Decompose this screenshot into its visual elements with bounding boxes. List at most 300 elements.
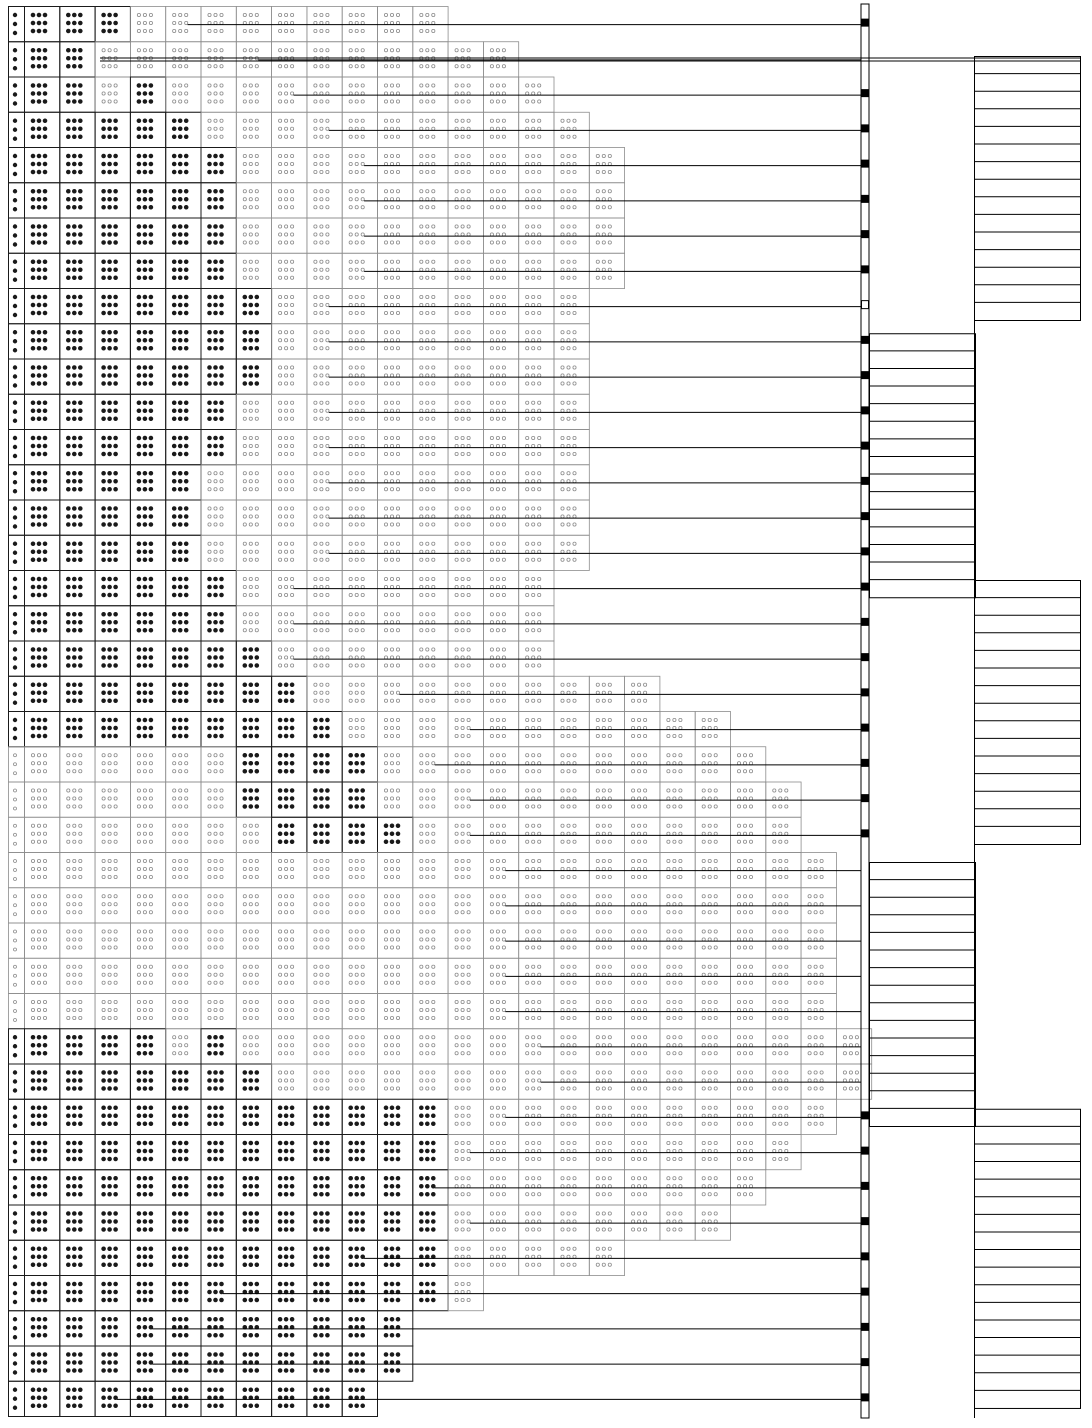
dot [78, 119, 82, 123]
dot [78, 311, 82, 315]
dot [72, 374, 76, 378]
dot [278, 761, 282, 765]
six-dot-grid-icon [561, 295, 576, 314]
dot [291, 268, 294, 271]
dot [355, 761, 359, 765]
dot [502, 613, 505, 616]
dark-cell [25, 712, 60, 747]
dot [137, 276, 141, 280]
six-dot-grid-icon [31, 330, 47, 350]
six-dot-grid-icon [561, 366, 576, 385]
dot [149, 805, 152, 808]
dot [355, 718, 358, 721]
dot [208, 92, 211, 95]
cell-border [236, 183, 271, 218]
dot [361, 409, 364, 412]
six-dot-grid-icon [243, 613, 258, 632]
dot [314, 170, 317, 173]
dot [349, 92, 352, 95]
dot [496, 699, 499, 702]
six-dot-grid-icon [102, 401, 118, 421]
small-dot-icon [13, 480, 17, 484]
dot [361, 127, 364, 130]
dot [108, 417, 112, 421]
dot [432, 303, 435, 306]
dot [426, 339, 429, 342]
dot [214, 832, 217, 835]
dot [420, 29, 423, 32]
dot [490, 135, 493, 138]
dot [249, 789, 253, 793]
dot [608, 683, 611, 686]
dot [490, 374, 493, 377]
dot [249, 417, 252, 420]
dot [667, 824, 670, 827]
cell-border [60, 77, 95, 112]
dot [137, 620, 141, 624]
dot [279, 382, 282, 385]
six-dot-grid-icon [490, 718, 505, 737]
dot [496, 409, 499, 412]
dot [137, 656, 141, 660]
dot [291, 436, 294, 439]
dot [384, 49, 387, 52]
dot [243, 832, 246, 835]
dot [426, 198, 429, 201]
dot [361, 366, 364, 369]
cell-border [25, 853, 60, 888]
dot [149, 100, 153, 104]
dot [249, 683, 253, 687]
cell-border [201, 782, 236, 817]
dot [285, 577, 288, 580]
six-dot-grid-icon [561, 225, 576, 244]
dot [396, 613, 399, 616]
dot [284, 797, 288, 801]
dot [743, 754, 746, 757]
dot [108, 409, 112, 413]
dot [561, 550, 564, 553]
dot [73, 832, 76, 835]
six-dot-grid-icon [420, 472, 435, 491]
cell-border [130, 606, 165, 641]
dot [420, 303, 423, 306]
cell-border [60, 853, 95, 888]
dot [326, 295, 329, 298]
dot [355, 577, 358, 580]
six-dot-grid-icon [137, 542, 153, 562]
dot [291, 206, 294, 209]
dot [143, 585, 147, 589]
dot [526, 629, 529, 632]
six-dot-grid-icon [172, 648, 188, 668]
cell-border [236, 571, 271, 606]
dot [602, 805, 605, 808]
dot [396, 84, 399, 87]
dot [502, 664, 505, 667]
dot [526, 585, 529, 588]
dot [31, 805, 34, 808]
dot [496, 154, 499, 157]
dot [502, 65, 505, 68]
light-cell [307, 676, 342, 711]
dark-cell [60, 77, 95, 112]
light-cell [272, 359, 307, 394]
dot [326, 92, 329, 95]
dot [349, 769, 353, 773]
dot [596, 260, 599, 263]
dot [455, 339, 458, 342]
dot [220, 577, 224, 581]
six-dot-grid-icon [490, 577, 505, 596]
dot [743, 762, 746, 765]
dot [561, 119, 564, 122]
dot [43, 13, 47, 17]
dot [467, 656, 470, 659]
dot [66, 648, 70, 652]
dot [361, 472, 364, 475]
dot [461, 331, 464, 334]
dot [43, 656, 47, 660]
dot [779, 805, 782, 808]
dot [279, 49, 282, 52]
six-dot-grid-icon [172, 366, 188, 386]
dot [102, 479, 106, 483]
six-dot-grid-icon [102, 295, 118, 315]
six-dot-grid-icon [490, 542, 505, 561]
six-dot-grid-icon [455, 190, 470, 209]
dot [285, 206, 288, 209]
dot [249, 542, 252, 545]
six-dot-grid-icon [490, 225, 505, 244]
dot [361, 550, 364, 553]
dot [396, 331, 399, 334]
dot [432, 49, 435, 52]
dot [561, 276, 564, 279]
dot [602, 718, 605, 721]
dot [455, 523, 458, 526]
dark-cell [166, 218, 201, 253]
dot [773, 797, 776, 800]
cell-border [272, 465, 307, 500]
dot [78, 683, 82, 687]
six-dot-grid-icon [66, 330, 82, 350]
dot [31, 656, 35, 660]
dot [279, 648, 282, 651]
dot [426, 276, 429, 279]
dot [72, 295, 76, 299]
dot [243, 593, 246, 596]
small-dot-icon [13, 525, 17, 529]
dot [490, 558, 493, 561]
dot [72, 382, 76, 386]
dot [37, 170, 41, 174]
dot [173, 840, 176, 843]
dot [420, 374, 423, 377]
dot [220, 401, 224, 405]
small-dot-icon [13, 243, 17, 247]
dot [72, 346, 76, 350]
dot [349, 190, 352, 193]
dot [702, 789, 705, 792]
dot [532, 444, 535, 447]
dot [314, 726, 318, 730]
dot [78, 366, 82, 370]
dot [102, 875, 105, 878]
dot [137, 648, 141, 652]
six-dot-grid-icon [208, 436, 224, 456]
dot [43, 691, 47, 695]
dot [390, 789, 393, 792]
dot [490, 515, 493, 518]
dot [114, 189, 118, 193]
cell-border [60, 148, 95, 183]
six-dot-grid-icon [384, 577, 399, 596]
dot [102, 205, 106, 209]
dot [108, 726, 112, 730]
dot [496, 295, 499, 298]
dot [108, 487, 112, 491]
dot [31, 135, 35, 139]
dot [490, 84, 493, 87]
cell-border [201, 289, 236, 324]
dot [179, 789, 182, 792]
dot [596, 770, 599, 773]
dot [149, 734, 153, 738]
six-dot-grid-icon [172, 260, 188, 280]
cell-border [378, 712, 413, 747]
dark-cell [201, 394, 236, 429]
dot [102, 382, 106, 386]
dot [143, 127, 147, 131]
dot [461, 92, 464, 95]
dot [208, 754, 211, 757]
dot [31, 648, 35, 652]
dot [532, 621, 535, 624]
six-dot-grid-icon [208, 401, 224, 421]
dot [314, 206, 317, 209]
dot [143, 593, 147, 597]
dark-cell [25, 465, 60, 500]
cell-border [201, 253, 236, 288]
dot [243, 621, 246, 624]
dark-cell [25, 571, 60, 606]
dot [526, 699, 529, 702]
six-dot-grid-icon [172, 154, 188, 174]
dot [496, 523, 499, 526]
dot [390, 127, 393, 130]
dot [291, 303, 294, 306]
dark-cell [272, 817, 307, 852]
dot [714, 762, 717, 765]
dot [467, 550, 470, 553]
dot [420, 664, 423, 667]
dot [314, 691, 317, 694]
dot [355, 382, 358, 385]
dot [285, 593, 288, 596]
dot [496, 225, 499, 228]
dot [737, 832, 740, 835]
dot [108, 303, 112, 307]
six-dot-grid-icon [31, 260, 47, 280]
dot [291, 382, 294, 385]
dot [220, 797, 223, 800]
dot [496, 683, 499, 686]
dot [361, 119, 364, 122]
dot [596, 699, 599, 702]
dot [420, 805, 423, 808]
dot [326, 832, 330, 836]
dot [243, 338, 247, 342]
dot [349, 488, 352, 491]
six-dot-grid-icon [490, 366, 505, 385]
dark-cell [130, 641, 165, 676]
dot [467, 507, 470, 510]
dot [102, 189, 106, 193]
dot [114, 479, 118, 483]
six-dot-grid-icon [279, 190, 294, 209]
dot [255, 49, 258, 52]
dot [573, 472, 576, 475]
six-dot-grid-icon [102, 330, 118, 350]
dot [137, 683, 141, 687]
dot [149, 507, 153, 511]
dark-cell [9, 606, 25, 641]
dot [390, 734, 393, 737]
dot [461, 444, 464, 447]
dot [102, 789, 105, 792]
six-dot-grid-icon [66, 189, 82, 209]
dot [384, 268, 387, 271]
dot [149, 382, 153, 386]
dot [426, 241, 429, 244]
dot [137, 726, 141, 730]
dot [178, 471, 182, 475]
dot [432, 127, 435, 130]
dot [72, 241, 76, 245]
dot [72, 550, 76, 554]
dot [396, 789, 399, 792]
dot [432, 190, 435, 193]
dot [290, 699, 294, 703]
dark-cell [166, 606, 201, 641]
dot [361, 664, 364, 667]
dot [608, 154, 611, 157]
cell-border [25, 747, 60, 782]
dot [67, 805, 70, 808]
dot [279, 170, 282, 173]
six-dot-grid-icon [349, 225, 364, 244]
dot [43, 875, 46, 878]
dark-cell [130, 359, 165, 394]
dot [37, 162, 41, 166]
dot [461, 593, 464, 596]
dot [178, 409, 182, 413]
dot [420, 656, 423, 659]
six-dot-grid-icon [208, 154, 224, 174]
dot [114, 197, 118, 201]
dot [349, 100, 352, 103]
dot [255, 761, 259, 765]
dot [243, 480, 246, 483]
dark-cell [9, 218, 25, 253]
dot [361, 382, 364, 385]
dot [455, 585, 458, 588]
dot [532, 260, 535, 263]
dot [496, 339, 499, 342]
dot [426, 303, 429, 306]
dot [214, 330, 218, 334]
cell-border [95, 359, 130, 394]
dark-cell [95, 500, 130, 535]
six-dot-grid-icon [349, 613, 364, 632]
dot [355, 542, 358, 545]
dot [638, 770, 641, 773]
dark-cell [9, 148, 25, 183]
dot [573, 154, 576, 157]
dot [390, 241, 393, 244]
dot [490, 225, 493, 228]
dot [220, 699, 224, 703]
dark-cell [166, 535, 201, 570]
light-cell [9, 817, 25, 852]
dot [243, 198, 246, 201]
six-dot-grid-icon [526, 260, 541, 279]
light-cell [236, 218, 271, 253]
dot [326, 154, 329, 157]
light-cell [201, 112, 236, 147]
dot [420, 21, 423, 24]
dot [208, 628, 212, 632]
dot [255, 621, 258, 624]
dot [426, 295, 429, 298]
dot [243, 21, 246, 24]
six-dot-grid-icon [455, 507, 470, 526]
dot [178, 718, 182, 722]
dot [384, 135, 387, 138]
dot [37, 699, 41, 703]
dot [172, 170, 176, 174]
six-dot-grid-icon [420, 366, 435, 385]
dot [396, 241, 399, 244]
dot [502, 726, 505, 729]
dot [255, 135, 258, 138]
dot [702, 726, 705, 729]
dot [108, 189, 112, 193]
dot [326, 656, 329, 659]
dot [243, 488, 246, 491]
dot [172, 374, 176, 378]
dot [467, 436, 470, 439]
dot [467, 840, 470, 843]
dot [208, 84, 211, 87]
cell-border [166, 817, 201, 852]
dot [220, 119, 223, 122]
dot [384, 29, 387, 32]
dot [255, 444, 258, 447]
six-dot-grid-icon [208, 225, 224, 245]
dot [320, 135, 323, 138]
dark-cell [95, 7, 130, 42]
dot [255, 21, 258, 24]
small-dot-icon [13, 612, 17, 616]
dot [702, 797, 705, 800]
dot [220, 832, 223, 835]
dot [390, 656, 393, 659]
dot [73, 840, 76, 843]
dot [114, 487, 118, 491]
dot [702, 805, 705, 808]
